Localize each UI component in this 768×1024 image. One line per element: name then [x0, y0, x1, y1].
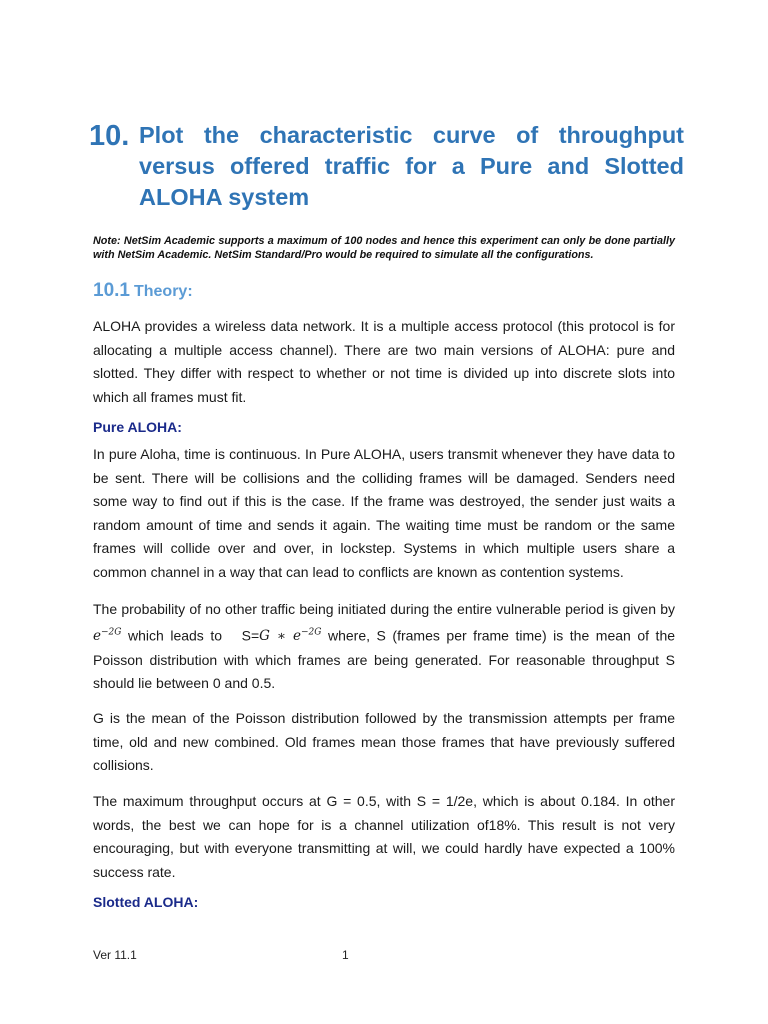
pure-aloha-paragraph-2 — [93, 598, 675, 696]
formula-throughput — [259, 628, 321, 644]
slotted-aloha-heading: Slotted ALOHA: — [93, 894, 199, 910]
chapter-number: 10. — [89, 120, 130, 152]
formula-1-base: e — [93, 628, 101, 644]
footer-version: Ver 11.1 — [93, 948, 137, 962]
chapter-title: Plot the characteristic curve of throughput versus offered traffic for a Pure and Slotted ALOHA system — [139, 122, 684, 210]
section-label: Theory: — [133, 283, 193, 300]
section-heading — [93, 279, 193, 304]
intro-paragraph: ALOHA provides a wireless data network. It is a multiple access protocol (this protocol is for allocating a multiple access channel). There are two main versions of ALOHA: pure and slotted. They differ with respect to whether or not time is divided up into discrete slots into which all frames must fit. — [93, 318, 675, 405]
p2-text-b: which leads to — [128, 627, 223, 643]
p2-text-c: S= — [241, 627, 260, 643]
p2-text-a: The probability of no other traffic being initiated during the entire vulnerable period is given by — [93, 601, 675, 617]
pure-aloha-paragraph-4: The maximum throughput occurs at G = 0.5, with S = 1/2e, which is about 0.184. In other words, the best we can hope for is a channel utilization of18%. This result is not very encouraging, but with everyone transmitting at will, we could hardly have expected a 100% success rate. — [93, 793, 675, 880]
note-text: Note: NetSim Academic supports a maximum of 100 nodes and hence this experiment can only be done partially with NetSim Academic. NetSim Standard/Pro would be required to simulate all the configurations. — [93, 235, 675, 261]
formula-2-base: G ∗ e — [259, 628, 301, 644]
page-number: 1 — [342, 948, 349, 962]
section-number: 10.1 — [93, 280, 130, 301]
pure-aloha-paragraph-1: In pure Aloha, time is continuous. In Pure ALOHA, users transmit whenever they have data to be sent. There will be collisions and the colliding frames will be damaged. Senders need some way to find out if this is the case. If the frame was destroyed, the sender just waits a random amount of time and sends it again. The waiting time must be random or the same frames will collide over and over, in lockstep. Systems in which multiple users share a common channel in a way that can lead to conflicts are known as contention systems. — [93, 446, 675, 580]
formula-vulnerable-probability — [93, 628, 121, 644]
pure-aloha-heading: Pure ALOHA: — [93, 419, 182, 435]
pure-aloha-paragraph-3: G is the mean of the Poisson distribution followed by the transmission attempts per frame time, old and new combined. Old frames mean those frames that have previously suffered collisions. — [93, 710, 675, 773]
formula-2-exponent: −2G — [300, 627, 322, 638]
formula-1-exponent: −2G — [101, 627, 122, 638]
p2-text-d: where, S (frames per frame time) is the mean of the Poisson distribution with which frames are being generated. For reasonable throughput S should lie between 0 and 0.5. — [93, 627, 676, 691]
